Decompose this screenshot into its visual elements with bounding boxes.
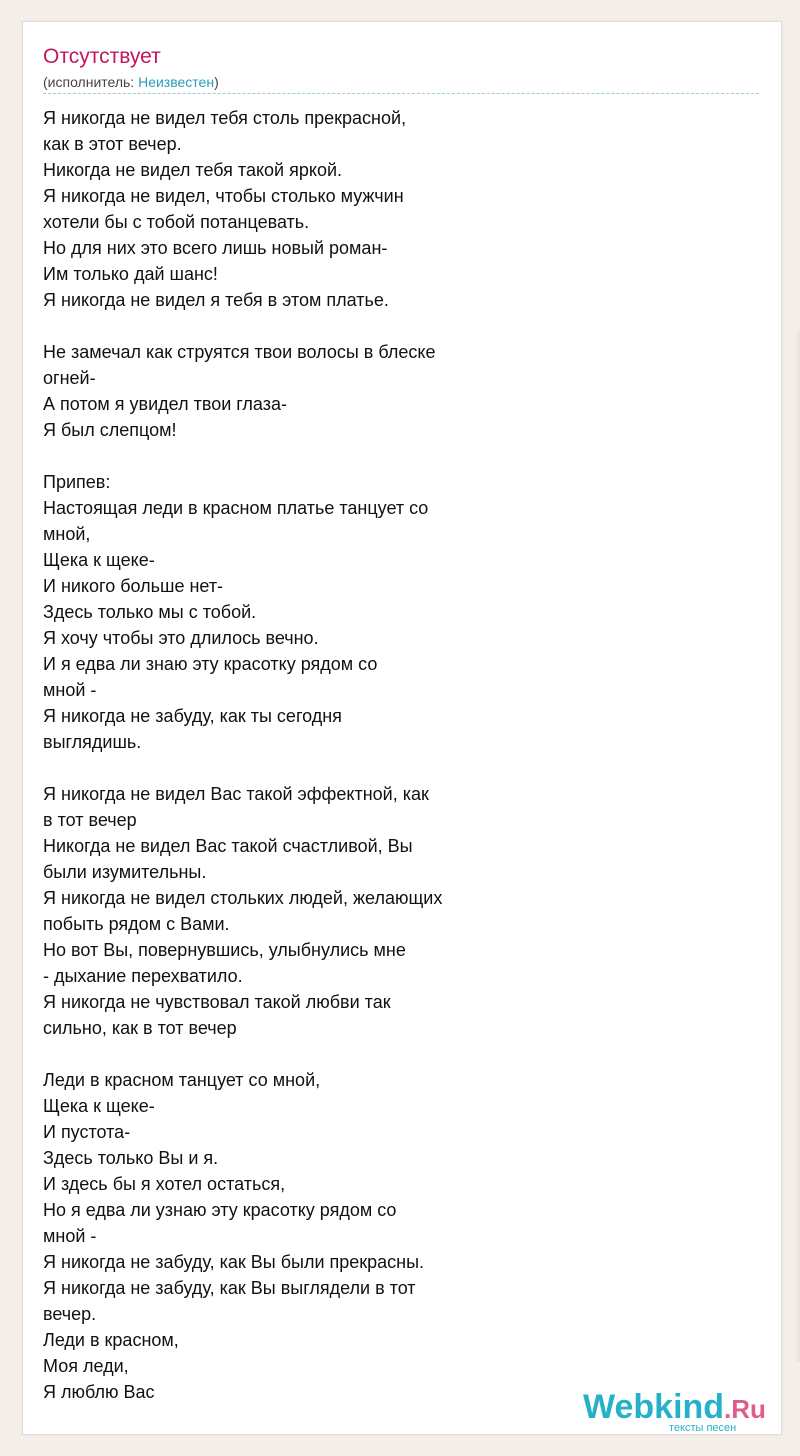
title-divider [43,93,759,94]
webkind-logo[interactable] [583,1387,783,1437]
performer-line [43,73,219,91]
lyrics-text: Я никогда не видел тебя столь прекрасной, как в этот вечер. Никогда не видел тебя такой яркой. Я никогда не видел, чтобы столько мужчин хотели бы с тобой потанцевать. Но для них это всего лишь новый роман- Им только дай шанс! Я никогда не видел я тебя в этом платье. Не замечал как струятся твои волосы в блеске огней- А потом я увидел твои глаза- Я был слепцом! Припев: Настоящая леди в красном платье танцует со мной, Щека к щеке- И никого больше нет- Здесь только мы с тобой. Я хочу чтобы это длилось вечно. И я едва ли знаю эту красотку рядом со мной - Я никогда не забуду, как ты сегодня выглядишь. Я никогда не видел Вас такой эффектной, как в тот вечер Никогда не видел Вас такой счастливой, Вы были изумительны. Я никогда не видел стольких людей, желающих побыть рядом с Вами. Но вот Вы, повернувшись, улыбнулись мне - дыхание перехватило. Я никогда не чувствовал такой любви так сильно, как в тот вечер Леди в красном танцует со мной, Щека к щеке- И пустота- Здесь только Вы и я. И здесь бы я хотел остаться, Но я едва ли узнаю эту красотку рядом со мной - Я никогда не забуду, как Вы были прекрасны. Я никогда не забуду, как Вы выглядели в тот вечер. Леди в красном, Моя леди, Я люблю Вас [43,108,443,1402]
lyrics-card [22,21,782,1435]
performer-prefix: (исполнитель: [43,74,139,90]
performer-link[interactable]: Неизвестен [138,74,215,90]
song-title: Отсутствует [43,45,161,68]
logo-main-text: Webkind [583,1388,725,1426]
logo-tagline: тексты песен [669,1422,737,1434]
logo-tld-text: .Ru [724,1394,766,1424]
performer-suffix: ) [214,74,219,90]
